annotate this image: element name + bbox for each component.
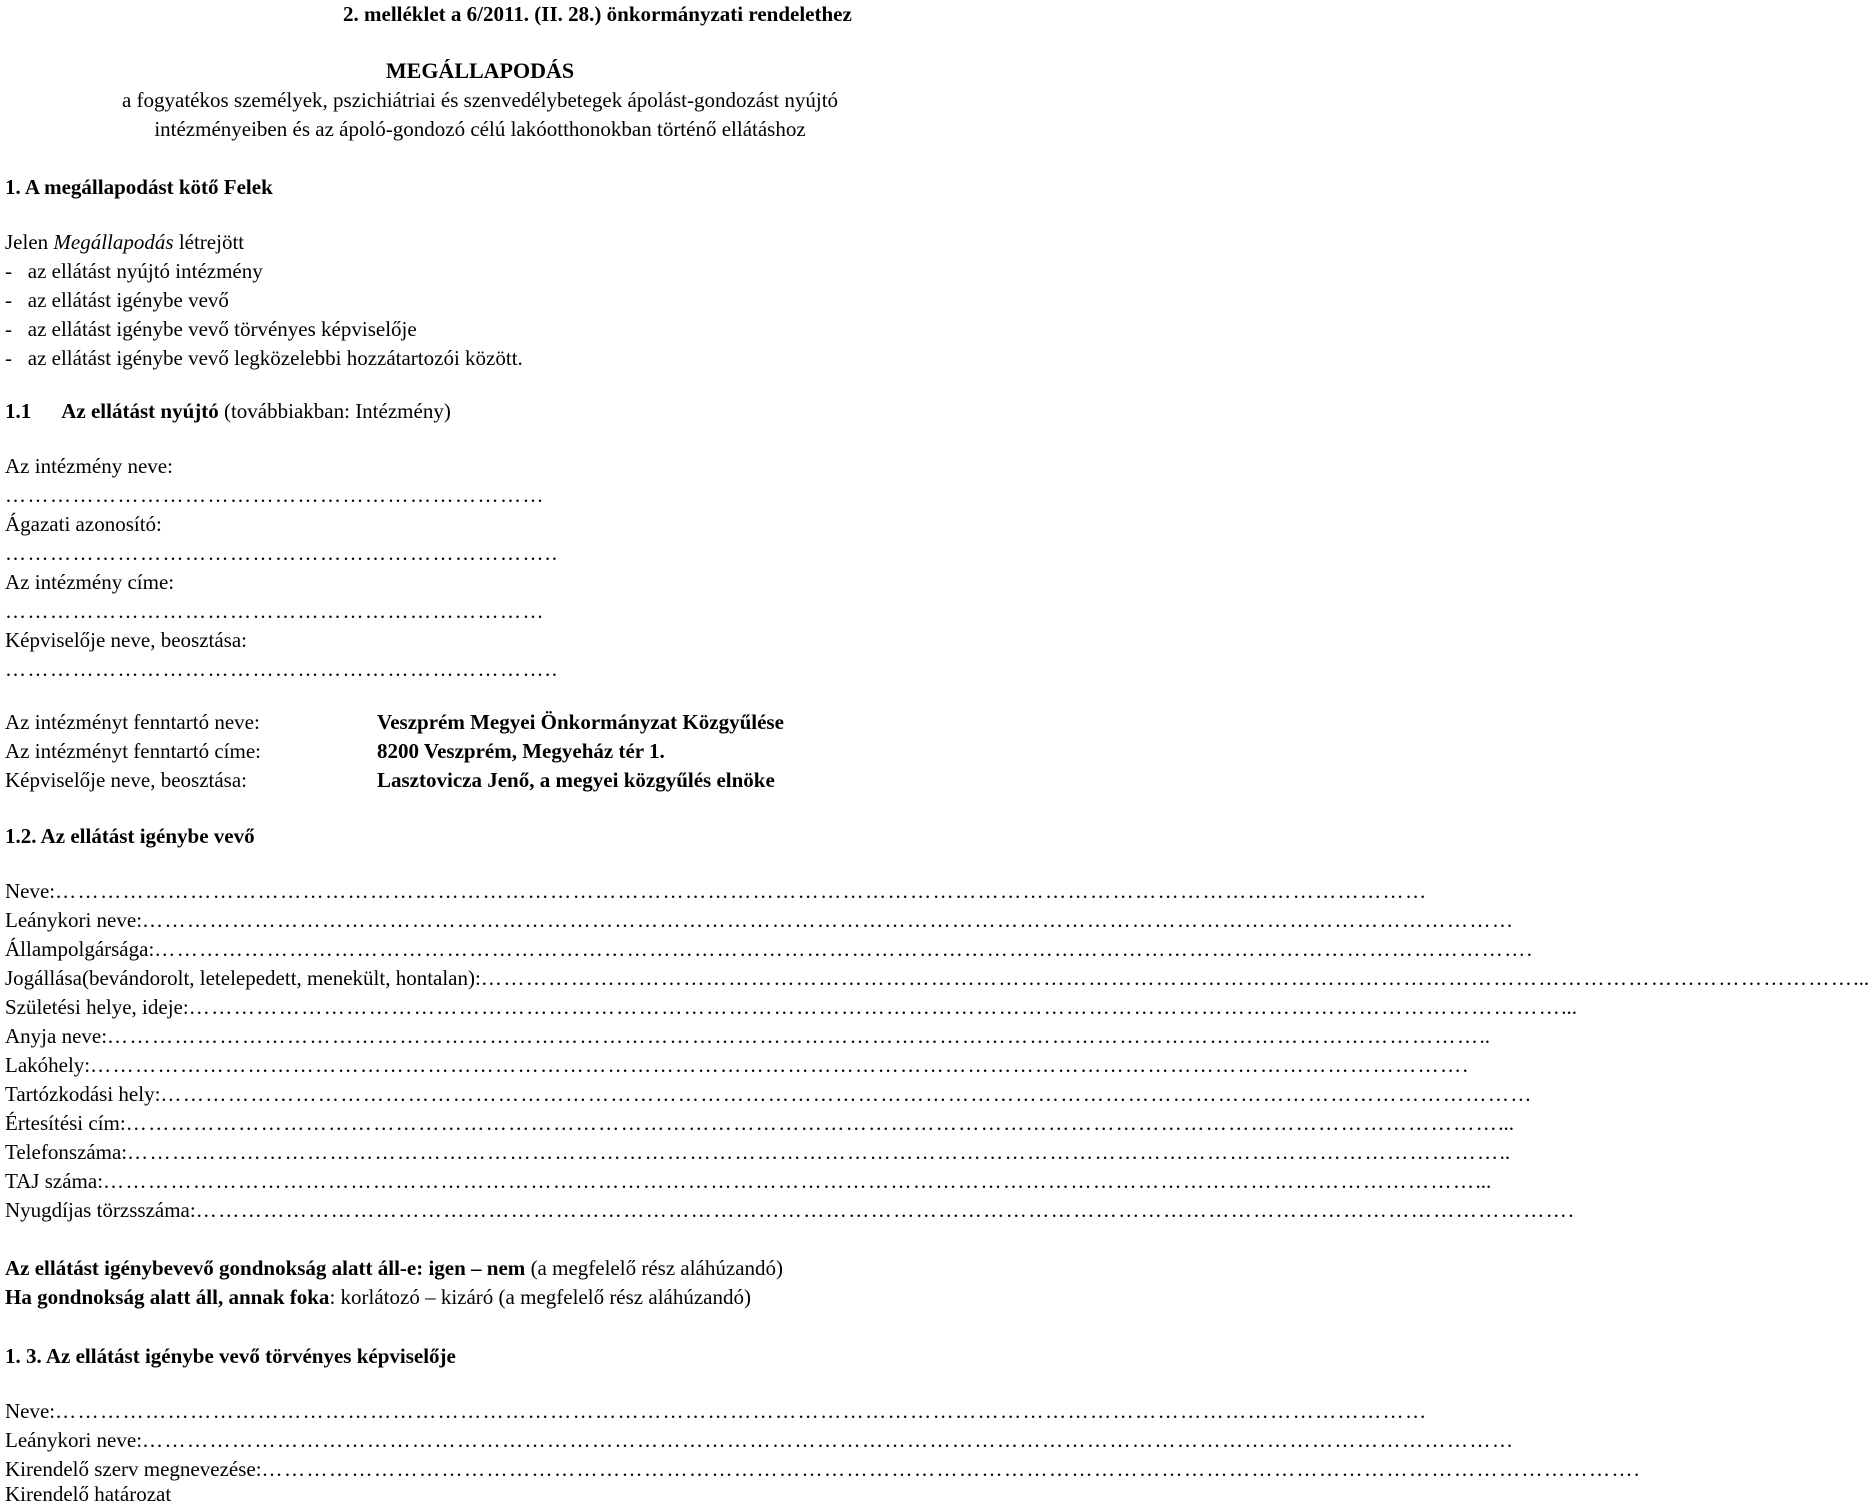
- degree-bold: Ha gondnokság alatt áll, annak foka: [5, 1285, 330, 1309]
- client-citizenship-field[interactable]: [5, 935, 1533, 964]
- provider-address-label: Az intézményt fenntartó címe:: [5, 739, 261, 763]
- field-dots[interactable]: …………………………………………………………………………………………………………………………………………………………………: [107, 1024, 1480, 1048]
- field-dots[interactable]: …………………………………………………………………………………………………………………………………………………………………: [480, 966, 1854, 990]
- field-end: ..: [1479, 1024, 1491, 1048]
- intro-prefix: Jelen: [5, 230, 54, 254]
- field-dots[interactable]: …………………………………………………………………………………………………………………………………………………………………: [127, 1140, 1500, 1164]
- provider-representative-label: Képviselője neve, beosztása:: [5, 768, 247, 792]
- field-end: ..: [1499, 1140, 1511, 1164]
- field-label: Neve:: [5, 1399, 56, 1423]
- field-label: Leánykori neve:: [5, 1428, 143, 1452]
- document-title: MEGÁLLAPODÁS: [385, 58, 575, 83]
- provider-name-label: Az intézményt fenntartó neve:: [5, 710, 260, 734]
- field-label: Értesítési cím:: [5, 1111, 126, 1135]
- section1-heading: 1. A megállapodást kötő Felek: [5, 175, 273, 199]
- institution-name-dots[interactable]: ………………………………………………………………: [5, 483, 545, 507]
- representative-dots[interactable]: ………………………………………………………………..: [5, 657, 559, 681]
- field-dots[interactable]: …………………………………………………………………………………………………………………………………………………………………: [125, 1111, 1499, 1135]
- client-notification-address-field[interactable]: [5, 1109, 1514, 1138]
- representative-label: Képviselője neve, beosztása:: [5, 628, 247, 652]
- sector-id-label: Ágazati azonosító:: [5, 512, 162, 536]
- client-maiden-name-field[interactable]: [5, 906, 1515, 935]
- client-residence-field[interactable]: [5, 1051, 1468, 1080]
- field-label: Jogállása(bevándorolt, letelepedett, menekült, hontalan):: [5, 966, 481, 990]
- field-end: .: [1634, 1457, 1640, 1481]
- guardianship-degree: [5, 1283, 751, 1312]
- degree-rest: : korlátozó – kizáró (a megfelelő rész aláhúzandó): [329, 1285, 751, 1309]
- institution-address-label: Az intézmény címe:: [5, 570, 175, 594]
- field-dots[interactable]: …………………………………………………………………………………………………………………………………………………………………: [261, 1457, 1635, 1481]
- heading-bold: Az ellátást nyújtó: [61, 399, 219, 423]
- field-label: Állampolgársága:: [5, 937, 155, 961]
- section1-3-heading: 1. 3. Az ellátást igénybe vevő törvényes képviselője: [5, 1344, 456, 1368]
- client-phone-field[interactable]: [5, 1138, 1511, 1167]
- annex-reference: 2. melléklet a 6/2011. (II. 28.) önkormányzati rendelethez: [343, 2, 852, 26]
- guardianship-question: [5, 1254, 783, 1283]
- field-end: .: [1462, 1053, 1468, 1077]
- section1-intro: [5, 228, 244, 257]
- client-taj-field[interactable]: [5, 1167, 1492, 1196]
- document-subtitle-line1: a fogyatékos személyek, pszichiátriai és szenvedélybetegek ápolást-gondozást nyújtó: [121, 88, 839, 112]
- section1-1-heading: [5, 397, 451, 426]
- document-subtitle-line2: intézményeiben és az ápoló-gondozó célú lakóotthonokban történő ellátáshoz: [154, 117, 806, 141]
- field-label: Anyja neve:: [5, 1024, 108, 1048]
- field-label: Lakóhely:: [5, 1053, 91, 1077]
- client-stay-field[interactable]: [5, 1080, 1533, 1109]
- heading-number: 1.1: [5, 399, 32, 423]
- field-label: TAJ száma:: [5, 1169, 104, 1193]
- field-end: ...: [1498, 1111, 1514, 1135]
- field-dots[interactable]: …………………………………………………………………………………………………………………………………………………………………: [142, 908, 1515, 932]
- intro-suffix: létrejött: [173, 230, 245, 254]
- field-end: .: [1526, 937, 1533, 961]
- heading-rest: (továbbiakban: Intézmény): [218, 399, 451, 423]
- intro-italic: Megállapodás: [53, 230, 174, 254]
- guardianship-rest: (a megfelelő rész aláhúzandó): [525, 1256, 784, 1280]
- field-label: Leánykori neve:: [5, 908, 143, 932]
- field-dots[interactable]: …………………………………………………………………………………………………………………………………………………………………: [142, 1428, 1515, 1452]
- institution-address-dots[interactable]: ………………………………………………………………: [5, 599, 545, 623]
- field-label: Kirendelő szerv megnevezése:: [5, 1457, 262, 1481]
- institution-name-label: Az intézmény neve:: [5, 454, 173, 478]
- client-name-field[interactable]: [5, 877, 1428, 906]
- client-legal-status-field[interactable]: [5, 964, 1869, 993]
- client-mother-name-field[interactable]: [5, 1022, 1491, 1051]
- provider-address-value: 8200 Veszprém, Megyeház tér 1.: [377, 739, 665, 763]
- field-label: Nyugdíjas törzsszáma:: [5, 1198, 196, 1222]
- field-dots[interactable]: …………………………………………………………………………………………………………………………………………………………………: [103, 1169, 1476, 1193]
- party-item: - az ellátást nyújtó intézmény: [5, 259, 263, 283]
- field-dots[interactable]: …………………………………………………………………………………………………………………………………………………………………: [90, 1053, 1463, 1077]
- field-dots[interactable]: …………………………………………………………………………………………………………………………………………………………………: [195, 1198, 1569, 1222]
- field-label: Telefonszáma:: [5, 1140, 128, 1164]
- guardianship-bold: Az ellátást igénybevevő gondnokság alatt áll-e: igen – nem: [5, 1256, 526, 1280]
- field-end: ...: [1475, 1169, 1492, 1193]
- rep-appointing-decision-label: Kirendelő határozat: [5, 1482, 172, 1506]
- field-dots[interactable]: …………………………………………………………………………………………………………………………………………………………………: [154, 937, 1527, 961]
- party-item: - az ellátást igénybe vevő legközelebbi hozzátartozói között.: [5, 346, 523, 370]
- field-dots[interactable]: …………………………………………………………………………………………………………………………………………………………………: [160, 1082, 1533, 1106]
- party-item: - az ellátást igénybe vevő: [5, 288, 229, 312]
- rep-name-field[interactable]: [5, 1397, 1428, 1426]
- rep-maiden-name-field[interactable]: [5, 1426, 1515, 1455]
- field-dots[interactable]: …………………………………………………………………………………………………………………………………………………………………: [188, 995, 1562, 1019]
- field-label: Születési helye, ideje:: [5, 995, 189, 1019]
- provider-name-value: Veszprém Megyei Önkormányzat Közgyűlése: [377, 710, 784, 734]
- field-end: ...: [1853, 966, 1869, 990]
- client-pension-id-field[interactable]: [5, 1196, 1574, 1225]
- field-dots[interactable]: …………………………………………………………………………………………………………………………………………………………………: [55, 1399, 1428, 1423]
- sector-id-dots[interactable]: ………………………………………………………………..: [5, 541, 559, 565]
- provider-representative-value: Lasztovicza Jenő, a megyei közgyűlés elnöke: [377, 768, 775, 792]
- field-end: .: [1568, 1198, 1574, 1222]
- party-item: - az ellátást igénybe vevő törvényes képviselője: [5, 317, 417, 341]
- field-label: Tartózkodási hely:: [5, 1082, 161, 1106]
- section1-2-heading: 1.2. Az ellátást igénybe vevő: [5, 824, 255, 848]
- field-label: Neve:: [5, 879, 56, 903]
- client-birth-field[interactable]: [5, 993, 1577, 1022]
- field-end: ...: [1561, 995, 1577, 1019]
- field-dots[interactable]: …………………………………………………………………………………………………………………………………………………………………: [55, 879, 1428, 903]
